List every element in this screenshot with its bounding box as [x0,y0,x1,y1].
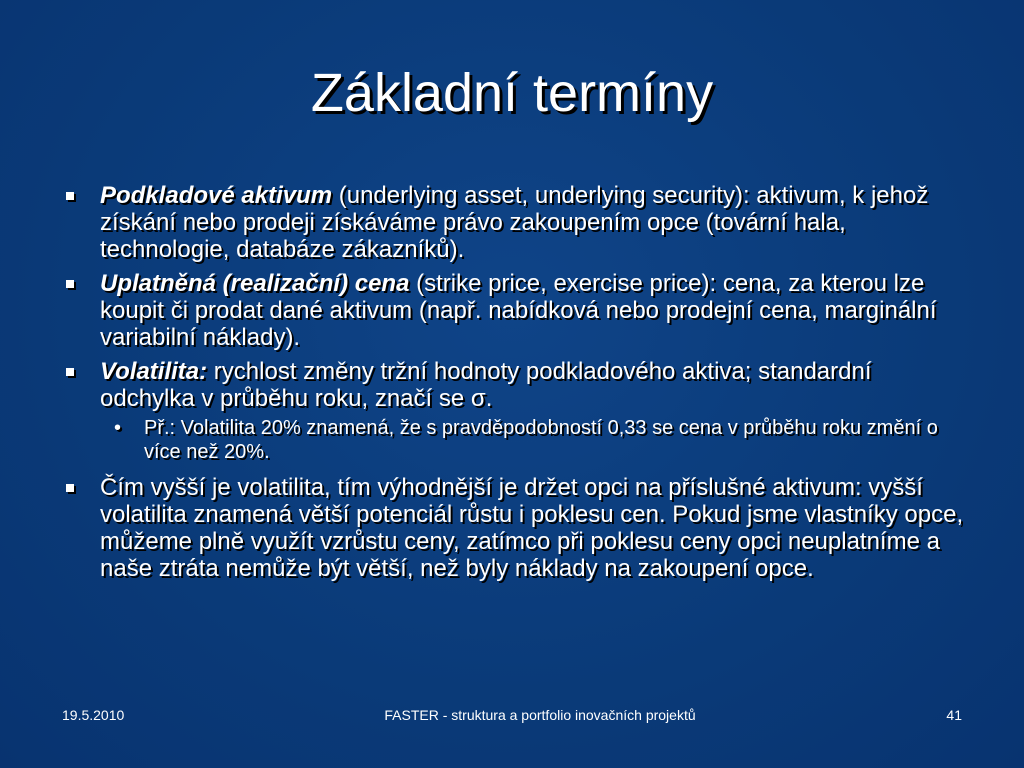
square-bullet-icon [66,280,74,288]
bullet-term: Uplatněná (realizační) cena [100,270,410,297]
sub-bullet-item [62,416,972,464]
bullet-text: Čím vyšší je volatilita, tím výhodnější je držet opci na příslušné aktivum: vyšší volatilita znamená větší potenciál růstu i poklesu cen. Pokud jsme vlastníky opce, můžeme plně využít vzrůstu ceny, zatímco při poklesu ceny opci neuplatníme a naše ztráta nemůže být větší, než byly náklady na zakoupení opce. [100,474,964,582]
slide-content [62,182,972,589]
square-bullet-icon [66,484,74,492]
bullet-text: (strike price, exercise price): cena, za kterou lze koupit či prodat dané aktivum (např. nabídková nebo prodejní cena, marginální variabilní náklady). [100,270,937,351]
square-bullet-icon [66,192,74,200]
bullet-item [62,182,972,263]
bullet-text: (underlying asset, underlying security): aktivum, k jehož získání nebo prodeji získáváme právo zakoupením opce (tovární hala, technologie, databáze zákazníků). [100,182,929,263]
bullet-term: Podkladové aktivum [100,182,333,209]
bullet-text: rychlost změny tržní hodnoty podkladového aktiva; standardní odchylka v průběhu roku, značí se σ. [100,358,872,412]
sub-bullet-text: Př.: Volatilita 20% znamená, že s pravděpodobností 0,33 se cena v průběhu roku změní o více než 20%. [144,417,938,463]
footer-date: 19.5.2010 [62,707,125,723]
dot-bullet-icon: • [114,417,122,439]
square-bullet-icon [66,368,74,376]
bullet-term: Volatilita: [100,358,208,385]
bullet-item [62,270,972,351]
footer-page-number: 41 [946,707,962,723]
slide-title: Základní termíny [310,63,714,123]
footer-title: FASTER - struktura a portfolio inovačních projektů [384,707,696,723]
bullet-item [62,474,972,582]
bullet-item [62,358,972,412]
